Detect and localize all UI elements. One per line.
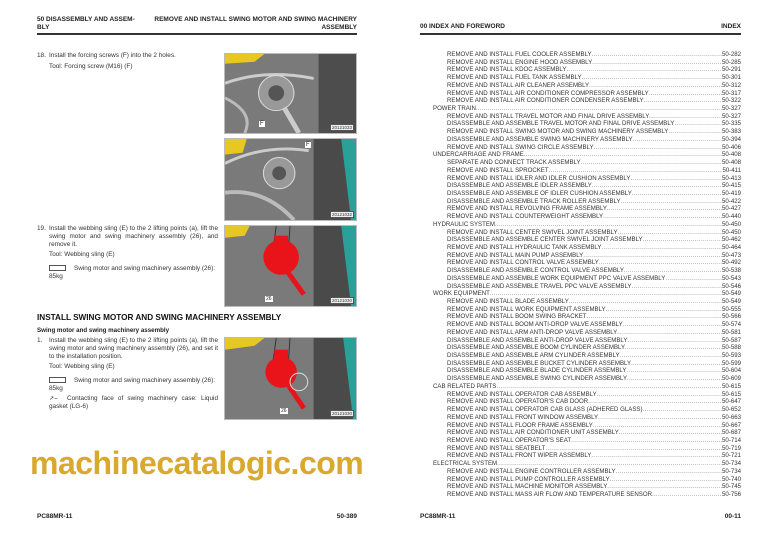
index-entry[interactable] bbox=[433, 329, 741, 337]
index-entry-title: REMOVE AND INSTALL FLOOR FRAME ASSEMBLY bbox=[447, 421, 593, 429]
index-entry[interactable] bbox=[433, 113, 741, 121]
index-entry[interactable] bbox=[433, 283, 741, 291]
figure-code: 20121033 bbox=[331, 125, 352, 130]
index-entry-title: REMOVE AND INSTALL SWING MOTOR AND SWING MACHINERY ASSEMBLY bbox=[447, 128, 669, 136]
figure-label: 26 bbox=[266, 296, 272, 302]
index-entry[interactable] bbox=[433, 205, 741, 213]
leader-dots bbox=[592, 51, 722, 59]
index-entry[interactable] bbox=[433, 259, 741, 267]
index-entry[interactable] bbox=[433, 267, 741, 275]
weight-icon bbox=[49, 265, 66, 271]
index-entry-title: REMOVE AND INSTALL AIR CONDITIONER CONDENSER ASSEMBLY bbox=[447, 97, 644, 105]
leader-dots bbox=[569, 298, 722, 306]
gasket-note bbox=[49, 395, 218, 411]
index-entry[interactable] bbox=[433, 321, 741, 329]
index-entry-title: REMOVE AND INSTALL TRAVEL MOTOR AND FINAL DRIVE ASSEMBLY bbox=[447, 112, 650, 120]
index-entry-page: 50-745 bbox=[722, 483, 741, 491]
index-entry-title: REMOVE AND INSTALL OPERATOR'S SEAT bbox=[447, 436, 572, 444]
index-entry-title: DISASSEMBLE AND ASSEMBLE CENTER SWIVEL JOINT ASSEMBLY bbox=[447, 236, 643, 244]
footer-model: PC88MR-11 bbox=[420, 513, 456, 520]
index-entry-title: POWER TRAIN bbox=[433, 105, 476, 113]
footer-page-number: 50-389 bbox=[336, 513, 357, 520]
index-entry-page: 50-538 bbox=[722, 267, 741, 275]
index-entry[interactable] bbox=[433, 128, 741, 136]
index-entry-title: DISASSEMBLE AND ASSEMBLE BOOM CYLINDER ASSEMBLY bbox=[447, 344, 626, 352]
index-entry-page: 50-687 bbox=[722, 429, 741, 437]
index-entry-title: REMOVE AND INSTALL FRONT WIPER ASSEMBLY bbox=[447, 452, 592, 460]
index-section[interactable] bbox=[433, 151, 741, 159]
index-entry-page: 50-415 bbox=[722, 182, 741, 190]
index-entry-title: REMOVE AND INSTALL CENTER SWIVEL JOINT ASSEMBLY bbox=[447, 228, 618, 236]
leader-dots bbox=[643, 236, 722, 244]
leader-dots bbox=[594, 144, 723, 152]
index-entry-page: 50-285 bbox=[722, 58, 741, 66]
index-entry-page: 50-719 bbox=[722, 444, 741, 452]
index-entry[interactable] bbox=[433, 337, 741, 345]
index-entry-title: REMOVE AND INSTALL ARM ANTI-DROP VALVE ASSEMBLY bbox=[447, 328, 618, 336]
figure-label: F bbox=[306, 142, 310, 148]
step-text: Install the webbing sling (E) to the 2 lifting points (a), lift the swing motor and swing machinery assembly (26), and remove it. bbox=[49, 225, 218, 248]
footer-model: PC88MR-11 bbox=[37, 513, 73, 520]
leader-dots bbox=[619, 429, 722, 437]
leader-dots bbox=[624, 267, 722, 275]
step-number: 1. bbox=[37, 337, 43, 344]
leader-dots bbox=[610, 476, 722, 484]
index-entry-title: REMOVE AND INSTALL AIR CONDITIONER UNIT ASSEMBLY bbox=[447, 429, 619, 437]
index-entry-title: DISASSEMBLE AND ASSEMBLE BUCKET CYLINDER ASSEMBLY bbox=[447, 359, 632, 367]
index-entry-title: REMOVE AND INSTALL FUEL TANK ASSEMBLY bbox=[447, 74, 582, 82]
index-entry-page: 50-335 bbox=[722, 120, 741, 128]
index-entry-title: DISASSEMBLE AND ASSEMBLE ARM CYLINDER ASSEMBLY bbox=[447, 352, 620, 360]
index-section[interactable] bbox=[433, 383, 741, 391]
tool-text: Tool: Webbing sling (E) bbox=[49, 251, 115, 258]
index-entry-title: REMOVE AND INSTALL FUEL COOLER ASSEMBLY bbox=[447, 51, 592, 58]
index-entry-page: 50-581 bbox=[722, 328, 741, 336]
leader-dots bbox=[495, 221, 722, 229]
figure-install-assembly bbox=[224, 337, 357, 420]
index-entry[interactable] bbox=[433, 167, 741, 175]
section-header-line2: ASSEMBLY bbox=[321, 24, 357, 31]
leader-dots bbox=[618, 229, 722, 237]
leader-dots bbox=[644, 97, 722, 105]
index-entry-page: 50-312 bbox=[722, 81, 741, 89]
index-entry[interactable] bbox=[433, 298, 741, 306]
section-header bbox=[147, 16, 357, 32]
index-entry-page: 50-740 bbox=[722, 475, 741, 483]
leader-dots bbox=[620, 352, 722, 360]
step-number: 19. bbox=[37, 225, 46, 232]
index-entry-page: 50-464 bbox=[722, 243, 741, 251]
gasket-text: Contacting face of swing machinery case: Liquid gasket (LG-6) bbox=[49, 395, 218, 410]
watermark: machinecatalogic.com bbox=[30, 445, 364, 481]
leader-dots bbox=[588, 398, 722, 406]
leader-dots bbox=[592, 59, 722, 67]
index-entry-title: CAB RELATED PARTS bbox=[433, 382, 497, 390]
weight-label: Swing motor and swing machinery assembly (26): bbox=[74, 265, 216, 272]
index-entry[interactable] bbox=[433, 275, 741, 283]
index-entry[interactable] bbox=[433, 468, 741, 476]
index-entry-title: REMOVE AND INSTALL COUNTERWEIGHT ASSEMBLY bbox=[447, 213, 604, 221]
leader-dots bbox=[571, 437, 722, 445]
index-entry[interactable] bbox=[433, 367, 741, 375]
index-entry-title: REMOVE AND INSTALL IDLER AND IDLER CUSHION ASSEMBLY bbox=[447, 174, 631, 182]
leader-dots bbox=[589, 82, 722, 90]
index-entry-page: 50-322 bbox=[722, 97, 741, 105]
index-entry-title: ELECTRICAL SYSTEM bbox=[433, 460, 498, 468]
index-section[interactable] bbox=[433, 460, 741, 468]
index-entry-title: REMOVE AND INSTALL REVOLVING FRAME ASSEMBLY bbox=[447, 205, 607, 213]
index-entry-page: 50-450 bbox=[722, 220, 741, 228]
leader-dots bbox=[674, 120, 722, 128]
leader-dots bbox=[545, 445, 722, 453]
step-number: 18. bbox=[37, 52, 46, 59]
index-entry-title: REMOVE AND INSTALL SWING CIRCLE ASSEMBLY bbox=[447, 143, 594, 151]
leader-dots bbox=[607, 205, 722, 213]
index-entry[interactable] bbox=[433, 375, 741, 383]
index-entry[interactable] bbox=[433, 406, 741, 414]
weight-icon bbox=[49, 377, 66, 383]
index-entry-page: 50-411 bbox=[722, 166, 741, 174]
index-entry[interactable] bbox=[433, 476, 741, 484]
index-entry[interactable] bbox=[433, 144, 741, 152]
index-entry[interactable] bbox=[433, 422, 741, 430]
leader-dots bbox=[631, 283, 722, 291]
leader-dots bbox=[497, 460, 722, 468]
leader-dots bbox=[665, 275, 722, 283]
leader-dots bbox=[524, 151, 722, 159]
index-entry-page: 50-327 bbox=[722, 105, 741, 113]
index-entry-title: REMOVE AND INSTALL AIR CONDITIONER COMPRESSOR ASSEMBLY bbox=[447, 89, 649, 97]
chapter-header: 00 INDEX AND FOREWORD bbox=[420, 23, 505, 30]
section-header-line1: REMOVE AND INSTALL SWING MOTOR AND SWING MACHINERY bbox=[154, 16, 357, 23]
index-entry-page: 50-492 bbox=[722, 259, 741, 267]
index-entry[interactable] bbox=[433, 244, 741, 252]
leader-dots bbox=[549, 167, 723, 175]
index-entry-title: REMOVE AND INSTALL PUMP CONTROLLER ASSEMBLY bbox=[447, 475, 610, 483]
leader-dots bbox=[616, 468, 722, 476]
index-section[interactable] bbox=[433, 221, 741, 229]
leader-dots bbox=[496, 383, 722, 391]
index-entry-page: 50-574 bbox=[722, 321, 741, 329]
leader-dots bbox=[603, 213, 722, 221]
index-entry[interactable] bbox=[433, 313, 741, 321]
index-entry-page: 50-301 bbox=[722, 74, 741, 82]
leader-dots bbox=[652, 491, 722, 499]
index-entry-page: 50-413 bbox=[722, 174, 741, 182]
index-entry[interactable] bbox=[433, 398, 741, 406]
index-entry-title: DISASSEMBLE AND ASSEMBLE TRAVEL MOTOR AND FINAL DRIVE ASSEMBLY bbox=[447, 120, 675, 128]
index-entry-page: 50-327 bbox=[722, 112, 741, 120]
index-entry[interactable] bbox=[433, 182, 741, 190]
index-entry-title: DISASSEMBLE AND ASSEMBLE CONTROL VALVE ASSEMBLY bbox=[447, 267, 624, 275]
leader-dots bbox=[476, 105, 722, 113]
leader-dots bbox=[581, 159, 722, 167]
index-entry-page: 50-549 bbox=[722, 298, 741, 305]
index-entry-title: DISASSEMBLE AND ASSEMBLE BLADE CYLINDER ASSEMBLY bbox=[447, 367, 627, 375]
index-entry[interactable] bbox=[433, 136, 741, 144]
index-entry-page: 50-543 bbox=[722, 274, 741, 282]
weight-value: 85kg bbox=[49, 273, 63, 280]
index-entry-title: DISASSEMBLE AND ASSEMBLE OF IDLER CUSHION ASSEMBLY bbox=[447, 189, 632, 197]
leader-dots bbox=[627, 375, 722, 383]
leader-dots bbox=[593, 422, 722, 430]
index-entry-title: DISASSEMBLE AND ASSEMBLE TRAVEL PPC VALVE ASSEMBLY bbox=[447, 282, 632, 290]
leader-dots bbox=[582, 74, 722, 82]
leader-dots bbox=[598, 414, 722, 422]
index-entry-title: SEPARATE AND CONNECT TRACK ASSEMBLY bbox=[447, 159, 581, 167]
index-entry-title: REMOVE AND INSTALL SPROCKET bbox=[447, 166, 549, 174]
index-entry[interactable] bbox=[433, 437, 741, 445]
index-list bbox=[433, 51, 741, 499]
index-section[interactable] bbox=[433, 105, 741, 113]
index-entry-title: REMOVE AND INSTALL OPERATOR CAB ASSEMBLY bbox=[447, 390, 597, 398]
index-entry-page: 50-587 bbox=[722, 336, 741, 344]
index-entry-title: REMOVE AND INSTALL OPERATOR'S CAB DOOR bbox=[447, 398, 589, 406]
leader-dots bbox=[592, 182, 722, 190]
index-entry-page: 50-473 bbox=[722, 251, 741, 259]
index-entry-page: 50-549 bbox=[722, 290, 741, 298]
index-entry[interactable] bbox=[433, 229, 741, 237]
index-entry-page: 50-462 bbox=[722, 236, 741, 244]
figure-code: 20121032 bbox=[331, 212, 352, 217]
leader-dots bbox=[630, 175, 722, 183]
index-entry-title: UNDERCARRIAGE AND FRAME bbox=[433, 151, 524, 159]
step-text: Install the webbing sling (E) to the 2 lifting points (a), lift the swing motor and swing machinery assembly (26), and set it to the installation position. bbox=[49, 337, 218, 360]
index-entry-title: REMOVE AND INSTALL BOOM SWING BRACKET bbox=[447, 313, 587, 321]
index-entry-page: 50-756 bbox=[722, 490, 741, 498]
leader-dots bbox=[490, 290, 722, 298]
leader-dots bbox=[625, 344, 722, 352]
index-entry[interactable] bbox=[433, 90, 741, 98]
leader-dots bbox=[631, 360, 722, 368]
leader-dots bbox=[633, 136, 722, 144]
index-entry-page: 50-714 bbox=[722, 436, 741, 444]
figure-code: 20121030 bbox=[331, 298, 352, 303]
index-entry-title: WORK EQUIPMENT bbox=[433, 290, 490, 298]
index-entry-title: REMOVE AND INSTALL OPERATOR CAB GLASS (ADHERED GLASS) bbox=[447, 406, 643, 414]
index-entry-title: REMOVE AND INSTALL MAIN PUMP ASSEMBLY bbox=[447, 251, 584, 259]
index-entry-page: 50-615 bbox=[722, 390, 741, 398]
index-entry-title: REMOVE AND INSTALL CONTROL VALVE ASSEMBLY bbox=[447, 259, 599, 267]
leader-dots bbox=[606, 306, 722, 314]
index-entry[interactable] bbox=[433, 360, 741, 368]
leader-dots bbox=[599, 259, 722, 267]
figure-label: 26 bbox=[281, 408, 287, 414]
leader-dots bbox=[601, 244, 722, 252]
leader-dots bbox=[643, 406, 723, 414]
index-entry[interactable] bbox=[433, 391, 741, 399]
leader-dots bbox=[617, 329, 722, 337]
index-entry-page: 50-734 bbox=[722, 460, 741, 468]
weight-label: Swing motor and swing machinery assembly (26): bbox=[74, 377, 216, 384]
index-entry-page: 50-406 bbox=[722, 143, 741, 151]
index-entry-title: DISASSEMBLE AND ASSEMBLE ANTI-DROP VALVE ASSEMBLY bbox=[447, 336, 628, 344]
index-entry-title: REMOVE AND INSTALL MASS AIR FLOW AND TEMPERATURE SENSOR bbox=[447, 490, 652, 498]
leader-dots bbox=[583, 252, 722, 260]
index-entry-page: 50-615 bbox=[722, 382, 741, 390]
index-entry-title: REMOVE AND INSTALL MACHINE MONITOR ASSEMBLY bbox=[447, 483, 608, 491]
leader-dots bbox=[587, 313, 723, 321]
header-rule bbox=[420, 33, 741, 35]
index-entry-title: DISASSEMBLE AND ASSEMBLE IDLER ASSEMBLY bbox=[447, 182, 592, 190]
leader-dots bbox=[668, 128, 722, 136]
figure-lifting-assembly bbox=[224, 225, 357, 307]
footer-page-number: 00-11 bbox=[724, 513, 741, 520]
leader-dots bbox=[621, 198, 723, 206]
figure-forcing-screws bbox=[224, 53, 357, 134]
index-entry[interactable] bbox=[433, 66, 741, 74]
leader-dots bbox=[597, 391, 722, 399]
index-entry[interactable] bbox=[433, 97, 741, 105]
index-entry-page: 50-282 bbox=[722, 51, 741, 58]
tool-text: Tool: Webbing sling (E) bbox=[49, 363, 115, 370]
index-entry-page: 50-599 bbox=[722, 359, 741, 367]
leader-dots bbox=[607, 483, 722, 491]
index-entry[interactable] bbox=[433, 344, 741, 352]
index-entry-page: 50-546 bbox=[722, 282, 741, 290]
index-entry[interactable] bbox=[433, 82, 741, 90]
index-entry-page: 50-647 bbox=[722, 398, 741, 406]
subsection-title: Swing motor and swing machinery assembly bbox=[37, 327, 170, 334]
leader-dots bbox=[632, 190, 722, 198]
index-entry[interactable] bbox=[433, 491, 741, 499]
index-entry[interactable] bbox=[433, 159, 741, 167]
leader-dots bbox=[566, 66, 722, 74]
figure-label: F bbox=[260, 121, 264, 127]
index-entry-page: 50-566 bbox=[722, 313, 741, 321]
index-entry-page: 50-317 bbox=[722, 89, 741, 97]
index-entry-page: 50-408 bbox=[722, 159, 741, 167]
index-entry-page: 50-652 bbox=[722, 406, 741, 414]
leader-dots bbox=[623, 321, 722, 329]
index-entry-page: 50-422 bbox=[722, 197, 741, 205]
index-entry-page: 50-291 bbox=[722, 66, 741, 74]
index-entry[interactable] bbox=[433, 414, 741, 422]
index-entry-title: REMOVE AND INSTALL BOOM ANTI-DROP VALVE ASSEMBLY bbox=[447, 321, 623, 329]
index-entry-page: 50-663 bbox=[722, 413, 741, 421]
step-text: Install the forcing screws (F) into the 2 holes. bbox=[49, 52, 176, 59]
index-entry-title: REMOVE AND INSTALL WORK EQUIPMENT ASSEMBLY bbox=[447, 305, 606, 313]
index-entry-title: REMOVE AND INSTALL ENGINE HOOD ASSEMBLY bbox=[447, 58, 593, 66]
leader-dots bbox=[626, 367, 722, 375]
index-entry[interactable] bbox=[433, 452, 741, 460]
index-entry-title: REMOVE AND INSTALL ENGINE CONTROLLER ASSEMBLY bbox=[447, 467, 616, 475]
index-entry-title: REMOVE AND INSTALL BLADE ASSEMBLY bbox=[447, 298, 569, 305]
tool-text: Tool: Forcing screw (M16) (F) bbox=[49, 63, 133, 70]
index-section[interactable] bbox=[433, 290, 741, 298]
index-entry[interactable] bbox=[433, 306, 741, 314]
index-entry-title: DISASSEMBLE AND ASSEMBLE SWING MACHINERY ASSEMBLY bbox=[447, 135, 633, 143]
index-entry-title: HYDRAULIC SYSTEM bbox=[433, 220, 495, 228]
weight-note bbox=[49, 265, 218, 281]
figure-code: 20121030 bbox=[331, 411, 352, 416]
index-entry-title: DISASSEMBLE AND ASSEMBLE WORK EQUIPMENT PPC VALVE ASSEMBLY bbox=[447, 274, 666, 282]
index-entry[interactable] bbox=[433, 352, 741, 360]
index-entry[interactable] bbox=[433, 59, 741, 67]
index-entry[interactable] bbox=[433, 213, 741, 221]
index-entry[interactable] bbox=[433, 74, 741, 82]
index-entry-page: 50-734 bbox=[722, 467, 741, 475]
gasket-icon: ↗⌢ bbox=[49, 396, 58, 402]
index-entry-page: 50-394 bbox=[722, 135, 741, 143]
section-title: INSTALL SWING MOTOR AND SWING MACHINERY ASSEMBLY bbox=[37, 313, 282, 322]
index-entry-page: 50-593 bbox=[722, 352, 741, 360]
index-entry-page: 50-604 bbox=[722, 367, 741, 375]
leader-dots bbox=[649, 90, 722, 98]
index-entry-page: 50-667 bbox=[722, 421, 741, 429]
index-entry[interactable] bbox=[433, 120, 741, 128]
index-entry[interactable] bbox=[433, 429, 741, 437]
weight-note bbox=[49, 377, 218, 393]
leader-dots bbox=[649, 113, 722, 121]
index-entry[interactable] bbox=[433, 483, 741, 491]
index-entry[interactable] bbox=[433, 190, 741, 198]
index-entry-page: 50-427 bbox=[722, 205, 741, 213]
index-entry[interactable] bbox=[433, 252, 741, 260]
index-entry-page: 50-383 bbox=[722, 128, 741, 136]
header-rule bbox=[37, 33, 357, 35]
index-entry-title: REMOVE AND INSTALL HYDRAULIC TANK ASSEMBLY bbox=[447, 243, 602, 251]
index-entry-page: 50-555 bbox=[722, 305, 741, 313]
weight-value: 85kg bbox=[49, 385, 63, 392]
index-entry-page: 50-440 bbox=[722, 213, 741, 221]
index-entry-title: DISASSEMBLE AND ASSEMBLE TRACK ROLLER ASSEMBLY bbox=[447, 197, 621, 205]
index-entry-title: REMOVE AND INSTALL FRONT WINDOW ASSEMBLY bbox=[447, 413, 599, 421]
leader-dots bbox=[627, 337, 722, 345]
section-header: INDEX bbox=[721, 23, 741, 30]
index-entry-title: DISASSEMBLE AND ASSEMBLE SWING CYLINDER ASSEMBLY bbox=[447, 375, 628, 383]
index-entry-title: REMOVE AND INSTALL AIR CLEANER ASSEMBLY bbox=[447, 81, 590, 89]
index-entry[interactable] bbox=[433, 445, 741, 453]
index-entry-page: 50-419 bbox=[722, 189, 741, 197]
index-entry[interactable] bbox=[433, 198, 741, 206]
index-entry-page: 50-450 bbox=[722, 228, 741, 236]
chapter-header: 50 DISASSEMBLY AND ASSEM- BLY bbox=[37, 16, 135, 31]
figure-forcing-screws-2 bbox=[224, 138, 357, 221]
index-entry[interactable] bbox=[433, 51, 741, 59]
index-entry-title: REMOVE AND INSTALL KDOC ASSEMBLY bbox=[447, 66, 567, 74]
leader-dots bbox=[591, 452, 722, 460]
index-entry-page: 50-408 bbox=[722, 151, 741, 159]
index-entry-title: REMOVE AND INSTALL SEATBELT bbox=[447, 444, 546, 452]
index-entry[interactable] bbox=[433, 236, 741, 244]
index-entry-page: 50-588 bbox=[722, 344, 741, 352]
index-entry[interactable] bbox=[433, 175, 741, 183]
index-entry-page: 50-609 bbox=[722, 375, 741, 383]
index-entry-page: 50-721 bbox=[722, 452, 741, 460]
